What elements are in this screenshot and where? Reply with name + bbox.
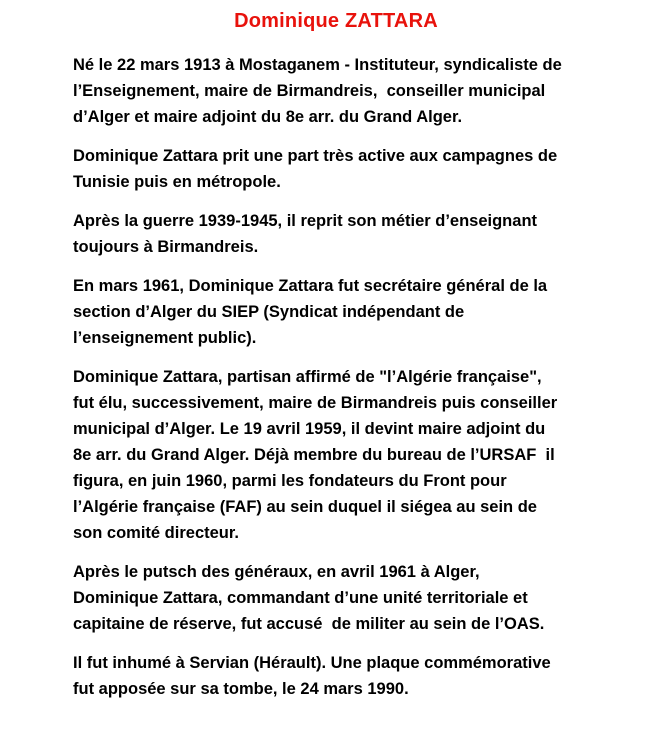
biography-body	[73, 52, 663, 715]
paragraph-postwar: Après la guerre 1939-1945, il reprit son métier d’enseignant toujours à Birmandreis.	[73, 212, 538, 256]
paragraph-birth: Né le 22 mars 1913 à Mostaganem - Instituteur, syndicaliste de l’Enseignement, maire de Birmandreis, conseiller municipal d’Alger et maire adjoint du 8e arr. du Grand Alger.	[73, 56, 562, 126]
paragraph-algerie-francaise: Dominique Zattara, partisan affirmé de "l’Algérie française", fut élu, successivement, maire de Birmandreis puis conseiller municipal d’Alger. Le 19 avril 1959, il devint maire adjoint du 8e arr. du Grand Alger. Déjà membre du bureau de l’URSAF il figura, en juin 1960, parmi les fondateurs du Front pour l’Algérie française (FAF) au sein duquel il siégea au sein de son comité directeur.	[73, 368, 558, 542]
paragraph-campaigns: Dominique Zattara prit une part très active aux campagnes de Tunisie puis en métropole.	[73, 147, 558, 191]
paragraph-putsch: Après le putsch des généraux, en avril 1961 à Alger, Dominique Zattara, commandant d’une unité territoriale et capitaine de réserve, fut accusé de militer au sein de l’OAS.	[73, 563, 545, 633]
page-title: Dominique ZATTARA	[234, 10, 438, 32]
paragraph-burial: Il fut inhumé à Servian (Hérault). Une plaque commémorative fut apposée sur sa tombe, le 24 mars 1990.	[73, 654, 551, 698]
paragraph-siep: En mars 1961, Dominique Zattara fut secrétaire général de la section d’Alger du SIEP (Syndicat indépendant de l’enseignement public).	[73, 277, 548, 347]
